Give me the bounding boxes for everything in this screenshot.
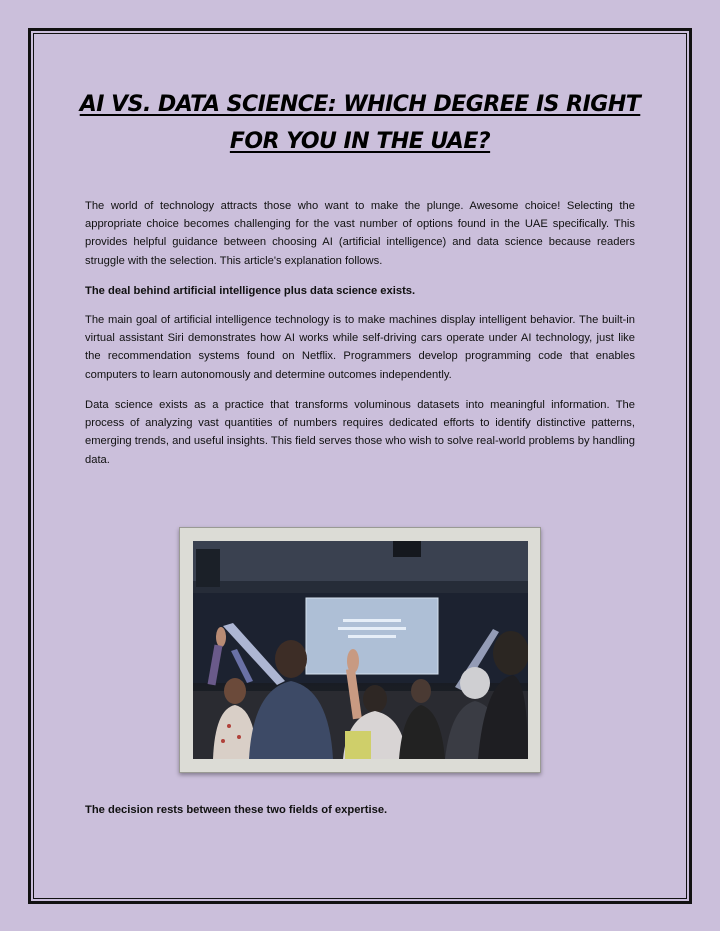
article-title: AI VS. DATA SCIENCE: WHICH DEGREE IS RIGHT FOR YOU IN THE UAE? [79, 92, 641, 154]
ai-paragraph: The main goal of artificial intelligence technology is to make machines display intelligent behavior. The built-in virtual assistant Siri demonstrates how AI works while self-driving cars operate under AI technology, just like the recommendation systems found on Netflix. Programmers develop programming code that enables computers to learn autonomously and determine outcomes independently. [85, 314, 635, 381]
data-science-paragraph: Data science exists as a practice that transforms voluminous datasets into meaningful information. The process of analyzing vast quantities of numbers requires dedicated efforts to identify distinctive patterns, emerging trends, and useful insights. This field serves those who wish to solve real-world problems by handling data. [85, 399, 635, 466]
section-heading-decision: The decision rests between these two fields of expertise. [85, 804, 388, 816]
conference-photo [193, 541, 528, 759]
conference-photo-frame [179, 527, 541, 773]
intro-paragraph: The world of technology attracts those who want to make the plunge. Awesome choice! Selecting the appropriate choice becomes challenging for the vast number of options found in the UAE specifically. This provides helpful guidance between choosing AI (artificial intelligence) and data science because readers struggle with the selection. This article's explanation follows. [85, 200, 635, 267]
conference-audience-image [193, 541, 528, 759]
section-heading-deal: The deal behind artificial intelligence plus data science exists. [85, 285, 416, 297]
